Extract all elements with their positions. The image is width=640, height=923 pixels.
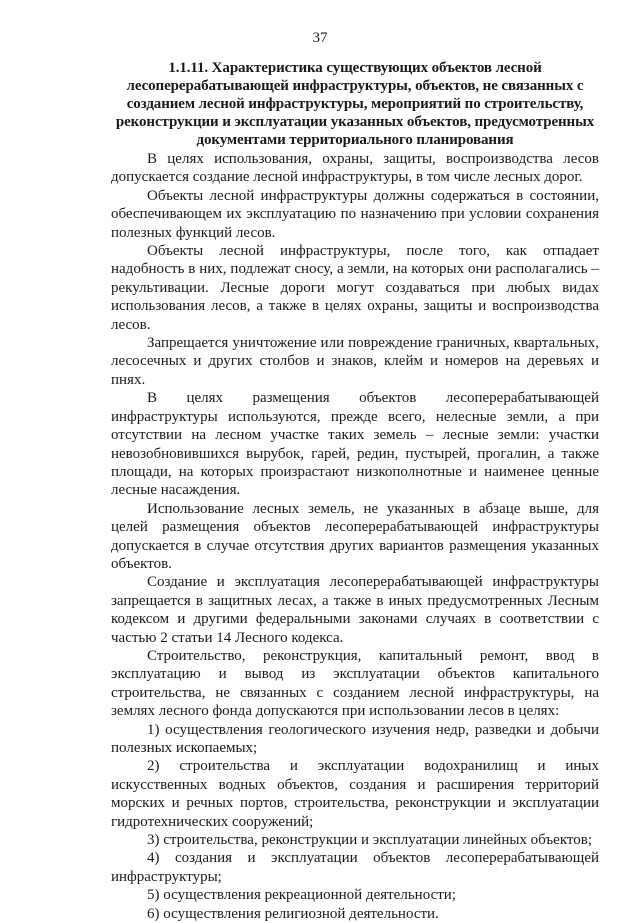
heading-line: созданием лесной инфраструктуры, мероприятий по строительству, xyxy=(126,96,584,112)
paragraph: В целях использования, охраны, защиты, воспроизводства лесов допускается создание лесной инфраструктуры, в том числе лесных дорог. xyxy=(111,151,599,186)
list-item: 5) осуществления рекреационной деятельности; xyxy=(147,887,456,904)
body-text xyxy=(111,150,599,923)
section-heading xyxy=(111,59,599,149)
paragraph: Объекты лесной инфраструктуры должны содержаться в состоянии, обеспечивающем их эксплуатацию по назначению при условии сохранения полезных функций лесов. xyxy=(111,187,599,241)
list-item: 2) строительства и эксплуатации водохранилищ и иных искусственных водных объектов, создания и расширения территорий морских и речных портов, строительства, реконструкции и эксплуатации гидротехнических сооружений; xyxy=(111,758,599,830)
heading-line: лесоперерабатывающей инфраструктуры, объектов, не связанных с xyxy=(126,78,584,94)
list-item: 6) осуществления религиозной деятельности. xyxy=(147,905,439,922)
list-item: 1) осуществления геологического изучения недр, разведки и добычи полезных ископаемых; xyxy=(111,721,599,756)
paragraph: Запрещается уничтожение или повреждение граничных, квартальных, лесосечных и других столбов и знаков, клейм и номеров на деревьях и пнях. xyxy=(111,335,599,388)
list-item: 4) создания и эксплуатации объектов лесоперерабатывающей инфраструктуры; xyxy=(111,850,599,885)
paragraph: Создание и эксплуатация лесоперерабатывающей инфраструктуры запрещается в защитных лесах, а также в иных предусмотренных Лесным кодексом и другими федеральными законами случаях в соответствии с частью 2 статьи 14 Лесного кодекса. xyxy=(111,574,599,646)
list-item: 3) строительства, реконструкции и эксплуатации линейных объектов; xyxy=(147,832,593,849)
paragraph: Объекты лесной инфраструктуры, после того, как отпадает надобность в них, подлежат сносу, а земли, на которых они располагались – рекультивации. Лесные дороги могут создаваться при любых видах использования лесов, а также в целях охраны, защиты и воспроизводства лесов. xyxy=(111,243,599,333)
heading-line: 1.1.11. Характеристика существующих объектов лесной xyxy=(168,60,542,76)
paragraph: Использование лесных земель, не указанных в абзаце выше, для целей размещения объектов лесоперерабатывающей инфраструктуры допускается в случае отсутствия других вариантов размещения указанных объектов. xyxy=(111,500,599,572)
heading-line: документами территориального планирования xyxy=(196,132,514,148)
paragraph: Строительство, реконструкция, капитальный ремонт, ввод в эксплуатацию и вывод из эксплуатации объектов капитального строительства, не связанных с созданием лесной инфраструктуры, на землях лесного фонда допускаются при использовании лесов в целях: xyxy=(111,647,599,720)
page-number: 37 xyxy=(312,30,328,46)
heading-line: реконструкции и эксплуатации указанных объектов, предусмотренных xyxy=(115,114,595,130)
paragraph: В целях размещения объектов лесоперерабатывающей инфраструктуры используются, прежде всего, нелесные земли, а при отсутствии на лесном участке таких земель – лесные земли: участки невозобновившихся вырубок, гарей, редин, пустырей, прогалин, а также площади, на которых произрастают низкополнотные и наименее ценные лесные насаждения. xyxy=(111,390,599,499)
